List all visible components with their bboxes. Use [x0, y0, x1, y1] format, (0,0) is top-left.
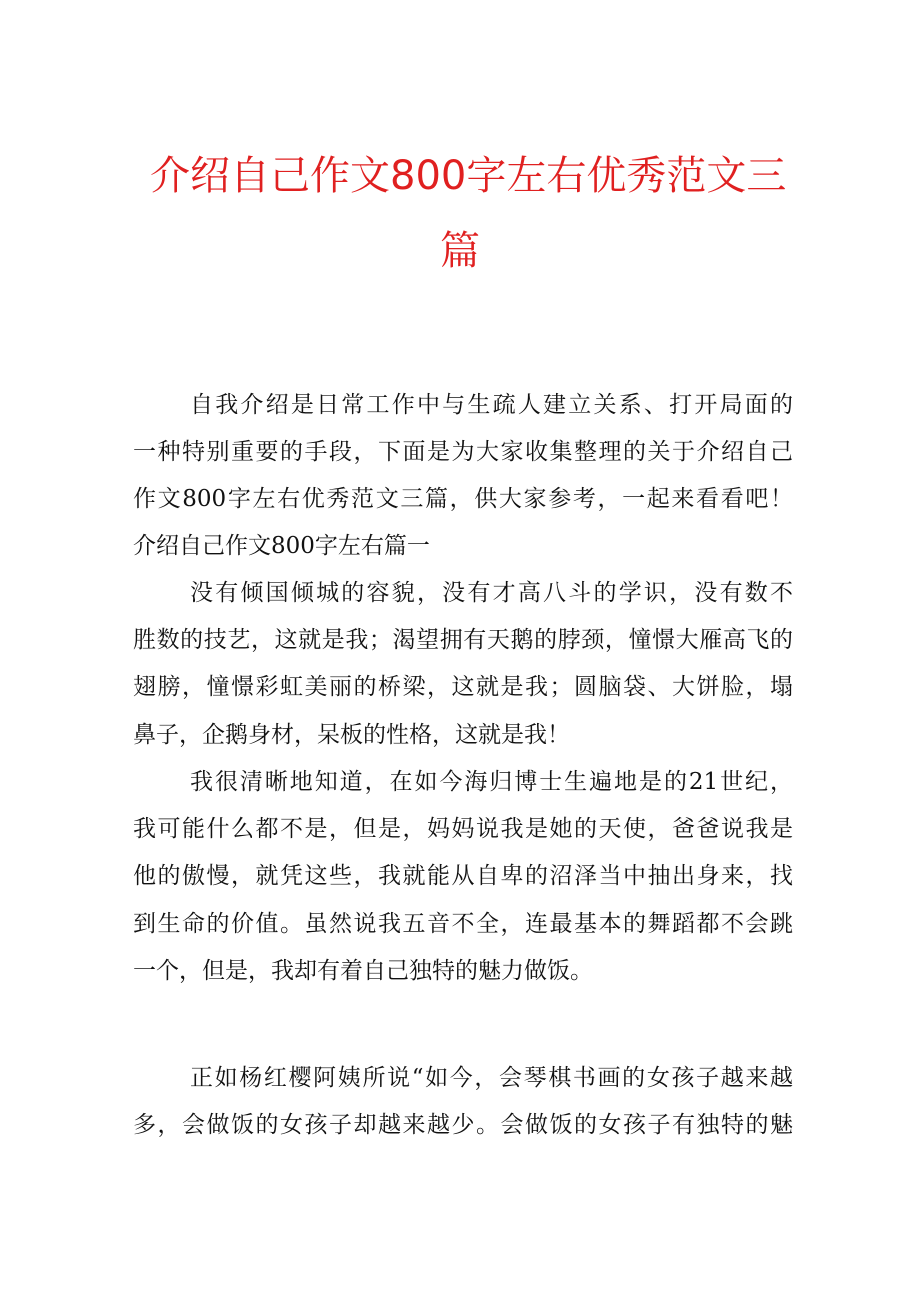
paragraph2-line-1: 我很清晰地知道，在如今海归博士生遍地是的21世纪， — [190, 769, 793, 795]
intro-line-2: 一种特别重要的手段，下面是为大家收集整理的关于介绍自己 — [133, 439, 793, 465]
document-title-line-1: 介绍自己作文800字左右优秀范文三 — [150, 153, 787, 199]
paragraph1-line-4: 鼻子，企鹅身材，呆板的性格，这就是我！ — [133, 722, 570, 748]
paragraph2-line-3: 他的傲慢，就凭这些，我就能从自卑的沼泽当中抽出身来，找 — [133, 863, 793, 889]
paragraph2-line-4: 到生命的价值。虽然说我五音不全，连最基本的舞蹈都不会跳 — [133, 911, 793, 937]
paragraph2-line-2: 我可能什么都不是，但是，妈妈说我是她的天使，爸爸说我是 — [133, 816, 793, 842]
paragraph1-line-1: 没有倾国倾城的容貌，没有才高八斗的学识，没有数不 — [190, 580, 793, 606]
paragraph3-line-2: 多，会做饭的女孩子却越来越少。会做饭的女孩子有独特的魅 — [133, 1112, 793, 1138]
paragraph2-line-5: 一个，但是，我却有着自己独特的魅力做饭。 — [133, 958, 593, 984]
paragraph1-line-2: 胜数的技艺，这就是我；渴望拥有天鹅的脖颈，憧憬大雁高飞的 — [133, 627, 793, 653]
paragraph1-line-3: 翅膀，憧憬彩虹美丽的桥梁，这就是我；圆脑袋、大饼脸，塌 — [133, 674, 793, 700]
section-heading: 介绍自己作文800字左右篇一 — [133, 533, 430, 559]
document-title-line-2: 篇 — [440, 228, 480, 274]
intro-line-1: 自我介绍是日常工作中与生疏人建立关系、打开局面的 — [190, 392, 793, 418]
paragraph3-line-1: 正如杨红樱阿姨所说“如今，会琴棋书画的女孩子越来越 — [190, 1065, 793, 1091]
intro-line-3: 作文800字左右优秀范文三篇，供大家参考，一起来看看吧！ — [133, 486, 793, 512]
